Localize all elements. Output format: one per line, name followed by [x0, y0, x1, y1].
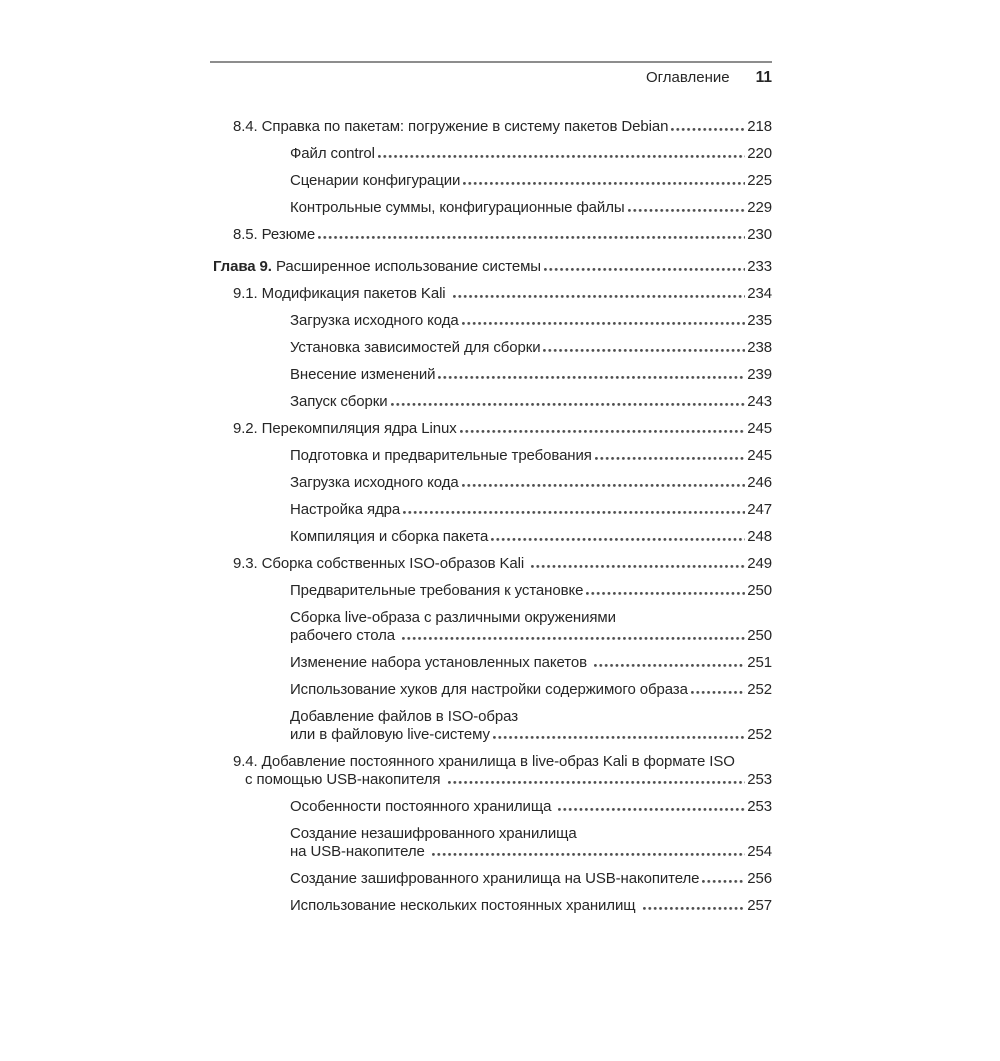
toc-entry: [210, 339, 772, 357]
dot-leader: [643, 907, 746, 910]
toc-entry-line: [290, 339, 772, 357]
toc-entry: [210, 258, 772, 276]
toc-entry-line: [290, 199, 772, 217]
toc-entry-page-number: 253: [747, 798, 772, 815]
toc-entry: [210, 798, 772, 816]
dot-leader: [491, 538, 745, 541]
book-page: [210, 61, 772, 915]
toc-entry-wrap-line: [290, 609, 772, 627]
toc-entry-chapter-prefix: Глава 9.: [213, 258, 272, 275]
toc-entry-page-number: 254: [747, 843, 772, 860]
toc-entry-title: 9.1. Модификация пакетов Kali: [233, 285, 450, 302]
toc-entry-title: Настройка ядра: [290, 501, 401, 518]
toc-entry-page-number: 245: [747, 420, 772, 437]
toc-entry-title: Изменение набора установленных пакетов: [290, 654, 592, 671]
toc-entry-line: [290, 726, 772, 744]
toc-entry-title: Внесение изменений: [290, 366, 436, 383]
toc-entry-page-number: 248: [747, 528, 772, 545]
toc-list: [210, 118, 772, 915]
toc-entry-line: [233, 118, 772, 136]
toc-entry-title: Установка зависимостей для сборки: [290, 339, 541, 356]
toc-entry: [210, 582, 772, 600]
toc-entry-line: [290, 447, 772, 465]
dot-leader: [432, 853, 745, 856]
toc-entry-page-number: 251: [747, 654, 772, 671]
toc-entry-page-number: 249: [747, 555, 772, 572]
toc-entry-line: [290, 897, 772, 915]
toc-entry: [210, 199, 772, 217]
toc-entry: [210, 708, 772, 744]
dot-leader: [586, 592, 745, 595]
dot-leader: [403, 511, 745, 514]
toc-entry-page-number: 230: [747, 226, 772, 243]
toc-entry-title: 9.2. Перекомпиляция ядра Linux: [233, 420, 457, 437]
toc-entry: [210, 654, 772, 672]
toc-entry-wrap-text: Сборка live-образа с различными окружениями: [290, 609, 616, 626]
toc-entry-wrap-line: [290, 825, 772, 843]
toc-entry: [210, 312, 772, 330]
dot-leader: [463, 182, 745, 185]
running-head-page-number: 11: [755, 69, 772, 86]
toc-entry: [210, 501, 772, 519]
toc-entry-line: [290, 312, 772, 330]
toc-entry: [210, 825, 772, 861]
toc-entry: [210, 555, 772, 573]
dot-leader: [543, 349, 745, 352]
toc-entry-page-number: 252: [747, 726, 772, 743]
toc-entry-page-number: 220: [747, 145, 772, 162]
toc-entry: [210, 528, 772, 546]
toc-entry-page-number: 234: [747, 285, 772, 302]
toc-entry-title: Предварительные требования к установке: [290, 582, 584, 599]
dot-leader: [438, 376, 745, 379]
toc-entry-page-number: 235: [747, 312, 772, 329]
dot-leader: [544, 268, 745, 271]
toc-entry-wrap-text: 9.4. Добавление постоянного хранилища в live-образ Kali в формате ISO: [233, 753, 735, 770]
toc-entry-page-number: 247: [747, 501, 772, 518]
toc-entry-page-number: 250: [747, 627, 772, 644]
toc-entry-title: Расширенное использование системы: [271, 258, 541, 275]
toc-entry: [210, 681, 772, 699]
toc-entry-title: или в файловую live-систему: [290, 726, 490, 743]
toc-entry-page-number: 225: [747, 172, 772, 189]
toc-entry-title: 8.4. Справка по пакетам: погружение в систему пакетов Debian: [233, 118, 669, 135]
toc-entry-title: на USB-накопителе: [290, 843, 429, 860]
toc-entry-page-number: 246: [747, 474, 772, 491]
toc-entry-title: Файл control: [290, 145, 375, 162]
toc-entry-line: [290, 843, 772, 861]
toc-entry-page-number: 233: [747, 258, 772, 275]
toc-entry: [210, 145, 772, 163]
dot-leader: [531, 565, 745, 568]
dot-leader: [402, 637, 745, 640]
toc-entry-title: 8.5. Резюме: [233, 226, 316, 243]
toc-entry-title: Использование хуков для настройки содержимого образа: [290, 681, 688, 698]
toc-entry-title: Особенности постоянного хранилища: [290, 798, 556, 815]
toc-entry-page-number: 238: [747, 339, 772, 356]
dot-leader: [628, 209, 746, 212]
dot-leader: [595, 457, 745, 460]
toc-entry-line: [290, 627, 772, 645]
dot-leader: [594, 664, 745, 667]
toc-entry-title: Подготовка и предварительные требования: [290, 447, 592, 464]
toc-entry-line: [233, 285, 772, 303]
toc-entry: [210, 447, 772, 465]
toc-entry-page-number: 252: [747, 681, 772, 698]
dot-leader: [448, 781, 746, 784]
toc-entry-page-number: 243: [747, 393, 772, 410]
toc-entry-line: [233, 420, 772, 438]
toc-entry-page-number: 218: [747, 118, 772, 135]
toc-entry: [210, 118, 772, 136]
dot-leader: [462, 322, 746, 325]
toc-entry-line: [290, 582, 772, 600]
toc-entry-title: с помощью USB-накопителя: [245, 771, 445, 788]
toc-entry-line: [290, 474, 772, 492]
toc-entry-page-number: 245: [747, 447, 772, 464]
toc-entry-wrap-line: [290, 708, 772, 726]
toc-entry-title: Сценарии конфигурации: [290, 172, 461, 189]
toc-entry: [210, 366, 772, 384]
toc-entry-line: [233, 771, 772, 789]
toc-entry-line: [290, 528, 772, 546]
toc-entry-title: Загрузка исходного кода: [290, 312, 459, 329]
toc-entry-title: рабочего стола: [290, 627, 400, 644]
toc-entry-line: [290, 681, 772, 699]
dot-leader: [493, 736, 745, 739]
toc-entry-title: Запуск сборки: [290, 393, 388, 410]
dot-leader: [318, 236, 745, 239]
toc-entry-title: Использование нескольких постоянных хранилищ: [290, 897, 640, 914]
dot-leader: [702, 880, 745, 883]
toc-entry-line: [290, 393, 772, 411]
dot-leader: [558, 808, 745, 811]
toc-entry-wrap-line: [233, 753, 772, 771]
toc-entry-page-number: 229: [747, 199, 772, 216]
toc-entry-title: Создание зашифрованного хранилища на USB-накопителе: [290, 870, 700, 887]
header-rule: [210, 61, 772, 63]
dot-leader: [453, 295, 746, 298]
toc-entry-line: [290, 654, 772, 672]
toc-entry-line: [290, 501, 772, 519]
toc-entry-page-number: 239: [747, 366, 772, 383]
toc-entry-page-number: 253: [747, 771, 772, 788]
toc-entry-wrap-text: Добавление файлов в ISO-образ: [290, 708, 519, 725]
toc-entry-line: [233, 555, 772, 573]
toc-entry-page-number: 256: [747, 870, 772, 887]
toc-entry-page-number: 250: [747, 582, 772, 599]
toc-entry-line: [290, 798, 772, 816]
toc-entry: [210, 393, 772, 411]
dot-leader: [671, 128, 745, 131]
toc-entry: [210, 285, 772, 303]
toc-entry-line: [290, 366, 772, 384]
running-head-title: Оглавление: [645, 69, 730, 86]
toc-entry: [210, 226, 772, 244]
toc-entry: [210, 753, 772, 789]
dot-leader: [378, 155, 745, 158]
toc-entry-line: [233, 226, 772, 244]
dot-leader: [460, 430, 746, 433]
toc-entry-title: Контрольные суммы, конфигурационные файлы: [290, 199, 625, 216]
toc-entry-title: Загрузка исходного кода: [290, 474, 459, 491]
toc-entry: [210, 474, 772, 492]
toc-entry-line: [290, 172, 772, 190]
dot-leader: [391, 403, 746, 406]
toc-entry: [210, 897, 772, 915]
dot-leader: [462, 484, 746, 487]
toc-entry: [210, 420, 772, 438]
toc-entry: [210, 172, 772, 190]
toc-entry-line: [213, 258, 772, 276]
dot-leader: [691, 691, 745, 694]
toc-entry-line: [290, 870, 772, 888]
toc-entry: [210, 609, 772, 645]
toc-entry-title: 9.3. Сборка собственных ISO-образов Kali: [233, 555, 529, 572]
toc-entry-page-number: 257: [747, 897, 772, 914]
toc-entry: [210, 870, 772, 888]
toc-entry-title: Компиляция и сборка пакета: [290, 528, 489, 545]
page-header: [210, 69, 772, 87]
toc-entry-wrap-text: Создание незашифрованного хранилища: [290, 825, 577, 842]
toc-entry-line: [290, 145, 772, 163]
